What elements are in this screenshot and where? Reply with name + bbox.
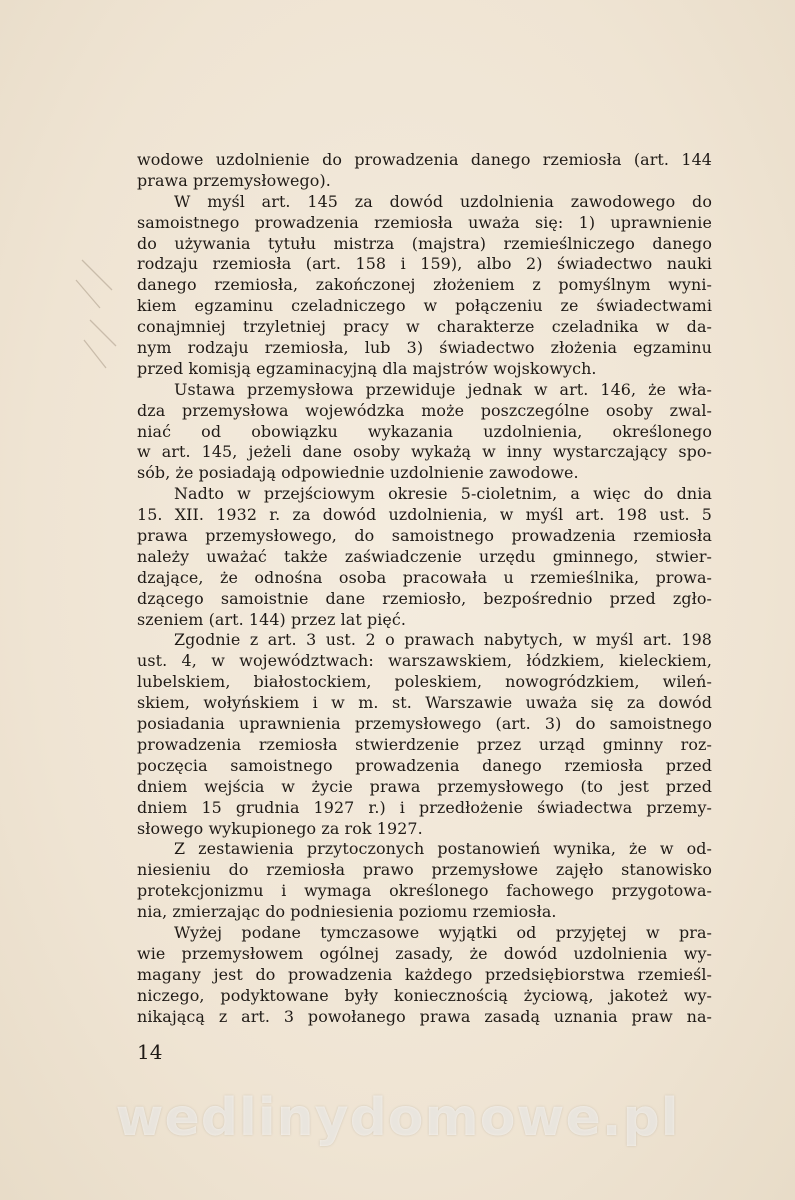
- text-line: nym rodzaju rzemiosła, lub 3) świadectwo złożenia egzaminu: [137, 338, 712, 358]
- text-line: niesieniu do rzemiosła prawo przemysłowe zajęło stanowisko: [137, 860, 712, 880]
- text-line: do używania tytułu mistrza (majstra) rzemieślniczego danego: [137, 233, 712, 253]
- text-line: conajmniej trzyletniej pracy w charakterze czeladnika w da-: [137, 317, 712, 337]
- pencil-margin-marks: [72, 250, 132, 390]
- text-line: dniem 15 grudnia 1927 r.) i przedłożenie świadectwa przemy-: [137, 797, 712, 817]
- watermark: wedlinydomowe.pl: [115, 1088, 680, 1148]
- text-line: Z zestawienia przytoczonych postanowień wynika, że w od-: [174, 839, 712, 859]
- text-line: samoistnego prowadzenia rzemiosła uważa się: 1) uprawnienie: [137, 212, 712, 232]
- text-line: Wyżej podane tymczasowe wyjątki od przyjętej w pra-: [174, 922, 712, 942]
- text-line: nia, zmierzając do podniesienia poziomu rzemiosła.: [137, 902, 557, 922]
- text-line: dzącego samoistnie dane rzemiosło, bezpośrednio przed zgło-: [137, 588, 712, 608]
- text-line: dzające, że odnośna osoba pracowała u rzemieślnika, prowa-: [137, 567, 712, 587]
- text-line: prowadzenia rzemiosła stwierdzenie przez urząd gminny roz-: [137, 734, 712, 754]
- text-line: słowego wykupionego za rok 1927.: [137, 818, 423, 838]
- text-line: w art. 145, jeżeli dane osoby wykażą w inny wystarczający spo-: [137, 442, 712, 462]
- text-line: niać od obowiązku wykazania uzdolnienia, określonego: [137, 421, 712, 441]
- page-number: 14: [137, 1040, 163, 1064]
- text-line: dza przemysłowa wojewódzka może poszczególne osoby zwal-: [137, 400, 712, 420]
- text-line: dniem wejścia w życie prawa przemysłowego (to jest przed: [137, 776, 712, 796]
- text-line: należy uważać także zaświadczenie urzędu gminnego, stwier-: [137, 546, 712, 566]
- text-line: lubelskiem, białostockiem, poleskiem, nowogródzkiem, wileń-: [137, 672, 712, 692]
- text-line: poczęcia samoistnego prowadzenia danego rzemiosła przed: [137, 755, 712, 775]
- text-line: protekcjonizmu i wymaga określonego fachowego przygotowa-: [137, 881, 712, 901]
- text-line: W myśl art. 145 za dowód uzdolnienia zawodowego do: [174, 191, 712, 211]
- text-line: Nadto w przejściowym okresie 5-cioletnim, a więc do dnia: [174, 484, 712, 504]
- text-line: nikającą z art. 3 powołanego prawa zasadą uznania praw na-: [137, 1006, 712, 1026]
- text-line: Zgodnie z art. 3 ust. 2 o prawach nabytych, w myśl art. 198: [174, 630, 712, 650]
- text-line: prawa przemysłowego, do samoistnego prowadzenia rzemiosła: [137, 526, 712, 546]
- text-line: prawa przemysłowego).: [137, 170, 331, 190]
- text-line: kiem egzaminu czeladniczego w połączeniu ze świadectwami: [137, 296, 712, 316]
- text-line: wodowe uzdolnienie do prowadzenia danego rzemiosła (art. 144: [137, 150, 712, 169]
- text-line: Ustawa przemysłowa przewiduje jednak w art. 146, że wła-: [174, 379, 712, 399]
- text-line: przed komisją egzaminacyjną dla majstrów wojskowych.: [137, 358, 597, 378]
- text-line: wie przemysłowem ogólnej zasady, że dowód uzdolnienia wy-: [137, 943, 712, 963]
- text-line: 15. XII. 1932 r. za dowód uzdolnienia, w myśl art. 198 ust. 5: [137, 505, 712, 525]
- text-line: niczego, podyktowane były koniecznością życiową, jakoteż wy-: [137, 985, 712, 1005]
- text-line: ust. 4, w województwach: warszawskiem, łódzkiem, kieleckiem,: [137, 651, 712, 671]
- text-line: szeniem (art. 144) przez lat pięć.: [137, 609, 407, 629]
- text-line: rodzaju rzemiosła (art. 158 i 159), albo 2) świadectwo nauki: [137, 254, 712, 274]
- text-line: skiem, wołyńskiem i w m. st. Warszawie uważa się za dowód: [137, 693, 712, 713]
- text-line: posiadania uprawnienia przemysłowego (art. 3) do samoistnego: [137, 714, 712, 734]
- text-line: magany jest do prowadzenia każdego przedsiębiorstwa rzemieśl-: [137, 964, 712, 984]
- text-line: sób, że posiadają odpowiednie uzdolnienie zawodowe.: [137, 463, 579, 483]
- body-text: [137, 150, 712, 1027]
- text-line: danego rzemiosła, zakończonej złożeniem z pomyślnym wyni-: [137, 275, 712, 295]
